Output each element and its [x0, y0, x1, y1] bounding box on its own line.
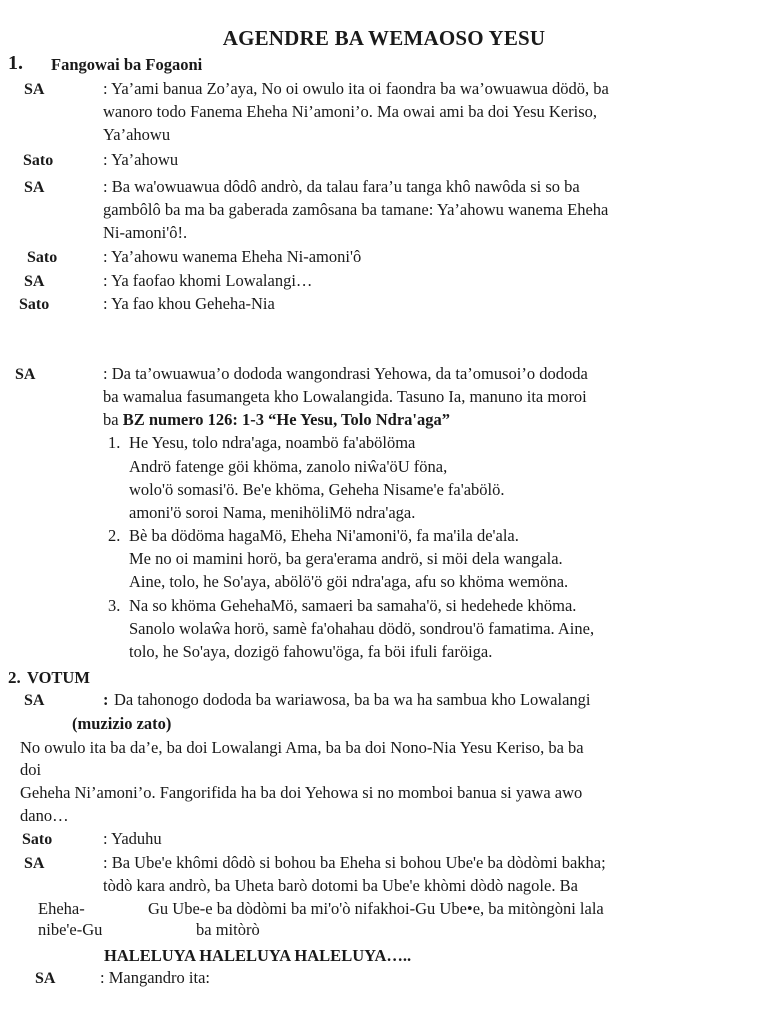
dialogue-line: : Ba wa'owuawua dôdô andrò, da talau fara’u tanga khô nawôda si so ba — [103, 177, 580, 196]
section1-heading: Fangowai ba Fogaoni — [51, 55, 203, 74]
speaker-label: SA — [24, 179, 45, 196]
verse-line: He Yesu, tolo ndra'aga, noambö fa'abölöma — [129, 433, 416, 452]
speaker-label: SA — [15, 366, 36, 383]
dialogue-line: : Ya fao khou Geheha-Nia — [103, 294, 275, 313]
hymn-reference-prefix: ba — [103, 410, 123, 429]
paragraph-line: doi — [20, 760, 42, 779]
verse-line: Sanolo wolaŵa horö, samè fa'ohahau dödö, sondrou'ö famatima. Aine, — [129, 619, 595, 638]
dialogue-line: : Ya’ahowu — [103, 150, 179, 169]
dialogue-line: ba mitòrò — [196, 920, 260, 939]
verse-line: wolo'ö somasi'ö. Be'e khöma, Geheha Nisame'e fa'abölö. — [129, 480, 505, 499]
dialogue-line: tòdò kara andrò, ba Uheta barò dotomi ba Ube'e khòmi dòdò nagole. Ba — [103, 876, 578, 895]
speaker-label: SA — [35, 970, 56, 987]
dialogue-line: nibe'e-Gu — [38, 920, 103, 939]
dialogue-line: : Ya faofao khomi Lowalangi… — [103, 271, 313, 290]
verse-number: 3. — [108, 596, 121, 615]
paragraph-line: No owulo ita ba da’e, ba doi Lowalangi Ama, ba ba doi Nono-Nia Yesu Keriso, ba ba — [20, 738, 584, 757]
dialogue-line: : Ya’ami banua Zo’aya, No oi owulo ita oi faondra ba wa’owuawua dödö, ba — [103, 79, 609, 98]
verse-line: tolo, he So'aya, dozigö fahowu'öga, fa böi ifuli faröiga. — [129, 642, 493, 661]
dialogue-line: : Yaduhu — [103, 829, 162, 848]
verse-line: Me no oi mamini horö, ba gera'erama andrö, si möi dela wangala. — [129, 549, 563, 568]
page-title: AGENDRE BA WEMAOSO YESU — [222, 26, 546, 50]
verse-line: Andrö fatenge göi khöma, zanolo niŵa'öU föna, — [129, 457, 448, 476]
speaker-label: Sato — [27, 249, 58, 266]
speaker-label: Sato — [22, 831, 53, 848]
dialogue-line: : Ba Ube'e khômi dôdò si bohou ba Eheha si bohou Ube'e ba dòdòmi bakha; — [103, 853, 606, 872]
dialogue-line: Ya’ahowu — [103, 125, 171, 144]
verse-line: Aine, tolo, he So'aya, abölö'ö göi ndra'aga, afu so khöma wemöna. — [129, 572, 569, 591]
verse-number: 1. — [108, 433, 121, 452]
paragraph-line: Geheha Ni’amoni’o. Fangorifida ha ba doi Yehowa si no momboi banua si yawa awo — [20, 783, 583, 802]
dialogue-line: : Da ta’owuawua’o dododa wangondrasi Yehowa, da ta’omusoi’o dododa — [103, 364, 588, 383]
verse-line: Bè ba dödöma hagaMö, Eheha Ni'amoni'ö, fa ma'ila de'ala. — [129, 526, 519, 545]
speaker-label: Sato — [19, 296, 50, 313]
section2-heading: VOTUM — [27, 668, 90, 687]
dialogue-line: : Ya’ahowu wanema Eheha Ni-amoni'ô — [103, 247, 362, 266]
section1-number: 1. — [8, 52, 23, 74]
speaker-label: SA — [24, 692, 45, 709]
paragraph-line: dano… — [20, 806, 69, 825]
muzizio-note: (muzizio zato) — [72, 714, 172, 733]
haleluya-heading: HALELUYA HALELUYA HALELUYA….. — [104, 946, 412, 965]
dialogue-line: gambôlô ba ma ba gaberada zamôsana ba tamane: Ya’ahowu wanema Eheha — [103, 200, 609, 219]
hymn-reference: BZ numero 126: 1-3 “He Yesu, Tolo Ndra'aga” — [122, 410, 450, 429]
verse-line: amoni'ö soroi Nama, menihöliMö ndra'aga. — [129, 503, 416, 522]
dialogue-line: Gu Ube-e ba dòdòmi ba mi'o'ò nifakhoi-Gu Ube•e, ba mitòngòni lala — [148, 899, 604, 918]
verse-line: Na so khöma GehehaMö, samaeri ba samaha'ö, si hedehede khöma. — [129, 596, 577, 615]
dialogue-line: Ni-amoni'ô!. — [103, 223, 188, 242]
speaker-label: SA — [24, 81, 45, 98]
colon: : — [103, 690, 109, 709]
dialogue-line: Da tahonogo dododa ba wariawosa, ba ba wa ha sambua kho Lowalangi — [114, 690, 591, 709]
speaker-label: SA — [24, 273, 45, 290]
verse-number: 2. — [108, 526, 121, 545]
dialogue-line: Eheha- — [38, 899, 85, 918]
dialogue-line: wanoro todo Fanema Eheha Ni’amoni’o. Ma owai ami ba doi Yesu Keriso, — [103, 102, 597, 121]
speaker-label: Sato — [23, 152, 54, 169]
section2-number: 2. — [8, 668, 21, 687]
dialogue-line: : Mangandro ita: — [100, 968, 210, 987]
dialogue-line: ba wamalua fasumangeta kho Lowalangida. Tasuno Ia, manuno ita moroi — [103, 387, 587, 406]
speaker-label: SA — [24, 855, 45, 872]
hymn-reference-line — [103, 410, 450, 430]
